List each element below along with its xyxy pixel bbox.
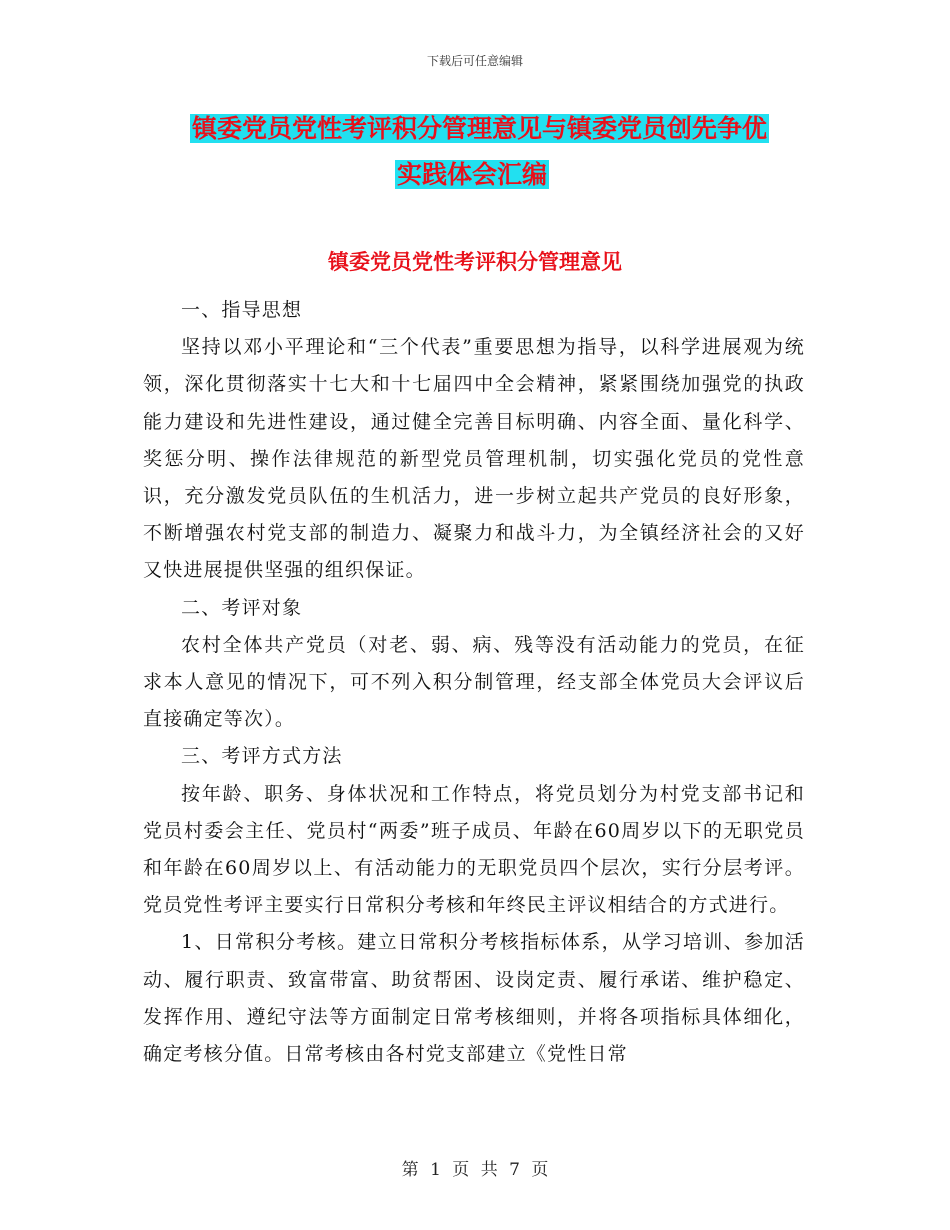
paragraph-evaluation-target: 农村全体共产党员（对老、弱、病、残等没有活动能力的党员，在征求本人意见的情况下，可不列入积分制管理，经支部全体党员大会评议后直接确定等次）。 xyxy=(143,633,805,731)
section-title: 镇委党员党性考评积分管理意见 xyxy=(328,249,622,274)
title-line-1-text: 镇委党员党性考评积分管理意见与镇委党员创先争优 xyxy=(192,114,768,143)
heading-evaluation-target: 二、考评对象 xyxy=(181,596,303,619)
title-line-2-text: 实践体会汇编 xyxy=(397,160,548,189)
heading-evaluation-method: 三、考评方式方法 xyxy=(181,745,343,768)
heading-guiding-thought: 一、指导思想 xyxy=(181,299,303,321)
paragraph-guiding-thought: 坚持以邓小平理论和“三个代表”重要思想为指导，以科学进展观为统领，深化贯彻落实十七大和十七届四中全会精神，紧紧围绕加强党的执政能力建设和先进性建设，通过健全完善目标明确、内容全面、量化科学、奖惩分明、操作法律规范的新型党员管理机制，切实强化党员的党性意识，充分激发党员队伍的生机活力，进一步树立起共产党员的良好形象，不断增强农村党支部的制造力、凝聚力和战斗力，为全镇经济社会的又好又快进展提供坚强的组织保证。 xyxy=(143,336,805,582)
document-body xyxy=(143,292,805,1073)
paragraph-evaluation-method: 按年龄、职务、身体状况和工作特点，将党员划分为村党支部书记和党员村委会主任、党员村“两委”班子成员、年龄在60周岁以下的无职党员和年龄在60周岁以上、有活动能力的无职党员四个层次，实行分层考评。党员党性考评主要实行日常积分考核和年终民主评议相结合的方式进行。 xyxy=(143,782,805,917)
page-footer-number: 第 1 页 共 7 页 xyxy=(401,1160,549,1180)
document-title-line-2 xyxy=(395,152,595,198)
paragraph-daily-points: 1、日常积分考核。建立日常积分考核指标体系，从学习培训、参加活动、履行职责、致富带富、助贫帮困、设岗定责、履行承诺、维护稳定、发挥作用、遵纪守法等方面制定日常考核细则，并将各项指标具体细化，确定考核分值。日常考核由各村党支部建立《党性日常 xyxy=(143,931,805,1066)
page-header-note: 下载后可任意编辑 xyxy=(426,54,523,68)
document-title-line-1 xyxy=(190,106,810,152)
